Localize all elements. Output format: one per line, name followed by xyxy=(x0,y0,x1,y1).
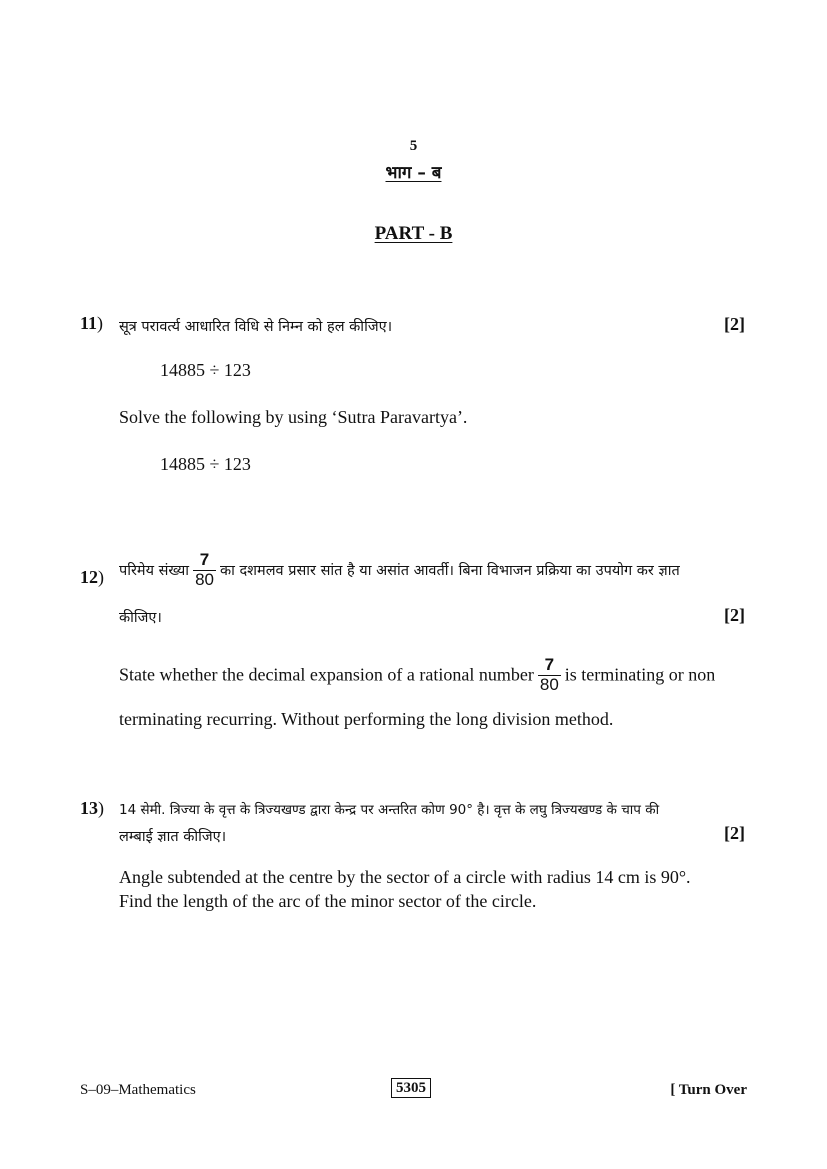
footer-paper-code: 5305 xyxy=(391,1080,431,1097)
question-12-english-line1: State whether the decimal expansion of a rational number $\frac{7}{80}$ is terminating or non xyxy=(119,655,716,694)
question-13-english-line1: Angle subtended at the centre by the sector of a circle with radius 14 cm is 90°. xyxy=(119,867,691,887)
question-13-hindi-line2: लम्बाई ज्ञात कीजिए। xyxy=(119,829,227,845)
question-number-13: 13) xyxy=(80,798,104,818)
part-heading-hindi: भाग – ब xyxy=(385,163,442,183)
question-12-english-line2: terminating recurring. Without performing the long division method. xyxy=(119,709,614,729)
question-11-english: Solve the following by using ‘Sutra Paravartya’. xyxy=(119,407,468,427)
fraction-7-80-english: $\frac{7}{80}$ xyxy=(539,655,559,694)
footer-turn-over: [ Turn Over xyxy=(670,1082,747,1098)
question-11-expression-english: 14885 ÷ 123 xyxy=(160,454,251,474)
question-number-12: 12) xyxy=(80,567,104,587)
question-11-hindi: सूत्र परावर्त्य आधारित विधि से निम्न को हल कीजिए। xyxy=(119,319,393,335)
question-13-english-line2: Find the length of the arc of the minor sector of the circle. xyxy=(119,891,537,911)
footer-subject: S–09–Mathematics xyxy=(80,1082,196,1098)
part-heading-english: PART - B xyxy=(374,223,453,244)
question-11-expression-hindi: 14885 ÷ 123 xyxy=(160,360,251,380)
page-number: 5 xyxy=(409,138,418,154)
question-13-marks: [2] xyxy=(724,823,745,843)
question-number-11: 11) xyxy=(80,313,104,333)
question-13-hindi-line1: 14 सेमी. त्रिज्या के वृत्त के त्रिज्यखण्ड द्वारा केन्द्र पर अन्तरित कोण 90° है। वृत्त के लघु त्रिज्यखण्ड के चाप की xyxy=(119,802,660,818)
fraction-7-80-hindi: $\frac{7}{80}$ xyxy=(195,550,214,589)
question-12-marks: [2] xyxy=(724,605,745,625)
question-12-hindi-line1: परिमेय संख्या $\frac{7}{80}$ का दशमलव प्रसार सांत है या असांत आवर्ती। बिना विभाजन प्रक्रिया का उपयोग कर ज्ञात xyxy=(119,550,680,589)
question-12-hindi-line2: कीजिए। xyxy=(119,610,162,626)
question-11-marks: [2] xyxy=(724,314,745,334)
